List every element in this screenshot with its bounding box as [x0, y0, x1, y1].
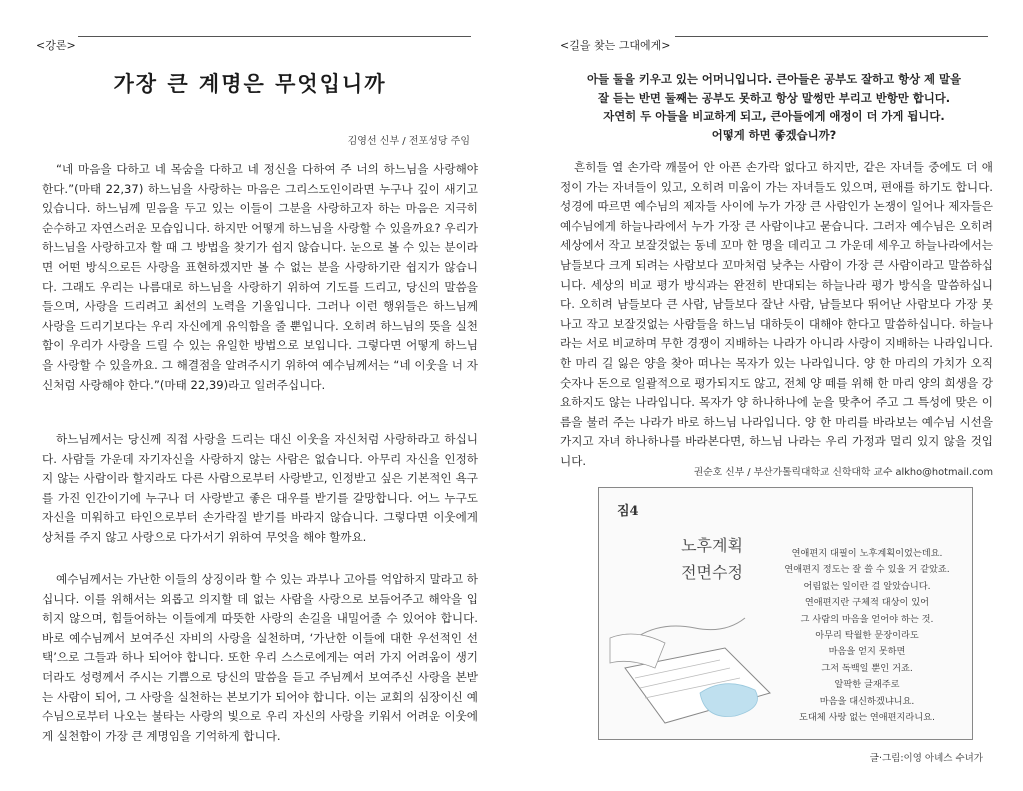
question-line: 잘 듣는 반면 둘째는 공부도 못하고 항상 말썽만 부리고 반항만 합니다. — [597, 90, 951, 105]
left-page — [0, 0, 500, 791]
section-tag: <강론> — [36, 39, 76, 52]
question-box — [540, 70, 1008, 144]
paragraph-3: 예수님께서는 가난한 이들의 상징이라 할 수 있는 과부나 고아를 억압하지 말라고 하십니다. 이를 위해서는 외롭고 의지할 데 없는 사람을 사랑으로 보듬어주고 해악을 입히지 않으며, 힘들어하는 이들에게 따뜻한 사랑의 손길을 내밀어줄 수 있어야 합니다. 바로 예수님께서 보여주신 자비의 사랑을 실천하며, ‘가난한 이들에 대한 우선적인 선택’으로 그들과 하나 되어야 합니다. 또한 우리 스스로에게는 여러 가지 어려움이 생기더라도 성령께서 주시는 기쁨으로 당신의 말씀을 듣고 주님께서 보여주신 사랑을 본받는 사람이 되어, 그 사랑을 실천하는 본보기가 되어야 합니다. 이는 교회의 심장이신 예수님으로부터 나오는 불타는 사랑의 빛으로 우리 자신의 사랑을 키워서 어려운 이웃에게 실천함이 가장 큰 계명임을 기억하게 합니다. — [42, 572, 478, 743]
author-byline: 김영선 신부 / 전포성당 주임 — [347, 136, 470, 147]
paragraph-1: “네 마음을 다하고 네 목숨을 다하고 네 정신을 다하여 주 너의 하느님을 사랑해야 한다.”(마태 22,37) 하느님을 사랑하는 마음은 그리스도인이라면 누구나 깊이 새기고 있습니다. 하느님께 믿음을 두고 있는 이들이 그분을 사랑하고자 하는 마음은 지극히 순수하고 자연스러운 모습입니다. 하지만 어떻게 하느님을 사랑할 수 있을까요? 우리가 하느님을 사랑하고자 할 때 그 방법을 찾기가 쉽지 않습니다. 눈으로 볼 수 있는 분이라면 어떤 방식으로든 사랑을 표현하겠지만 볼 수 없는 분을 사랑하기란 쉽지가 않습니다. 그래도 우리는 나름대로 하느님을 사랑하기 위하여 기도를 드리고, 당신의 말씀을 들으며, 사랑을 드리려고 최선의 노력을 기울입니다. 그러나 이런 행위들은 하느님께 사랑을 드리기보다는 우리 자신에게 유익함을 줄 뿐입니다. 오히려 하느님의 뜻을 실천함이 우리가 사랑을 드릴 수 있는 유일한 방법으로 보입니다. 그렇다면 어떻게 하느님을 사랑할 수 있을까요. 그 해결점을 알려주시기 위하여 예수님께서는 “네 이웃을 너 자신처럼 사랑해야 한다.”(마태 22,39)라고 일러주십니다. — [42, 162, 478, 392]
article-title: 가장 큰 계명은 무엇입니까 — [113, 71, 387, 96]
answer-byline: 권순호 신부 / 부산가톨릭대학교 신학대학 교수 alkho@hotmail.com — [693, 467, 993, 478]
question-line: 자연히 두 아들을 비교하게 되고, 큰아들에게 애정이 더 가게 됩니다. — [603, 109, 945, 123]
paragraph-2: 하느님께서는 당신께 직접 사랑을 드리는 대신 이웃을 자신처럼 사랑하라고 하십니다. 사람들 가운데 자기자신을 사랑하지 않는 사람은 없습니다. 아무리 자신을 인정하지 않는 사람이라 할지라도 다른 사람으로부터 사랑받고, 인정받고 싶은 기본적인 욕구를 가진 인간이기에 누구나 더 사랑받고 좋은 대우를 받기를 갈망합니다. 어느 누구도 자신을 미워하고 타인으로부터 손가락질 받기를 바라지 않습니다. 그렇다면 이웃에게 상처를 주지 않고 사랑으로 다가서기 위하여 무엇을 해야 할까요. — [42, 432, 478, 544]
poem-lines: 연애편지 대필이 노후계획이었는데요. 연애편지 정도는 잘 쓸 수 있을 거 같았죠. 어림없는 일이란 걸 알았습니다. 연애편지란 구체적 대상이 있어 그 사람의 마음을 얻어야 하는 것. 아무리 탁월한 문장이라도 마음을 얻지 못하면 그저 독백일 뿐인 거죠. 알팍한 글재주로 마음을 대신하겠냐니요. 도대체 사랑 없는 연애편지라니요. — [784, 548, 950, 724]
poem-tag: 짐4 — [617, 504, 639, 519]
question-line: 어떻게 하면 좋겠습니까? — [711, 127, 837, 142]
section-tag: <길을 찾는 그대에게> — [560, 39, 671, 52]
answer-paragraph: 흔히들 열 손가락 깨물어 안 아픈 손가락 없다고 하지만, 같은 자녀들 중에도 더 애정이 가는 자녀들이 있고, 오히려 미움이 가는 자녀들도 있으며, 편애를 하기도 합니다. 성경에 따르면 예수님의 제자들 사이에 누가 가장 큰 사람인가 논쟁이 일어나 제자들은 예수님에게 하늘나라에서 누가 가장 큰 사람이냐고 묻습니다. 그러자 예수님은 오히려 세상에서 작고 보잘것없는 동네 꼬마 한 명을 데리고 그 가운데 세우고 하늘나라에서는 남들보다 크게 되려는 사람보다 꼬마처럼 낮추는 사람이 가장 큰 사람이라고 말씀하십니다. 세상의 비교 평가 방식과는 완전히 반대되는 하늘나라 평가 방식을 말씀하십니다. 오히려 남들보다 큰 사람, 남들보다 잘난 사람, 남들보다 뛰어난 사람보다 가장 못나고 작고 보잘것없는 사람들을 하느님 대하듯이 대해야 한다고 말씀하십니다. 하늘나라는 서로 비교하며 무한 경쟁이 지배하는 나라가 아니라 사랑이 지배하는 나라입니다. 한 마리 길 잃은 양을 찾아 떠나는 목자가 있는 나라입니다. 양 한 마리의 가치가 오직 숫자나 돈으로 일괄적으로 평가되지도 않고, 전체 양 떼를 위해 한 마리 양의 희생을 강요하지도 않는 나라입니다. 목자가 양 하나하나에 눈을 맞추어 주고 그 특성에 맞은 이름을 불러 주는 나라가 바로 하느님 나라입니다. 양 한 마리를 바라보는 예수님 시선을 가지고 자녀 하나하나를 바라본다면, 하느님 나라는 우리 가정과 멀리 있지 않을 것입니다. — [560, 160, 993, 468]
poem-title: 노후계획 전면수정 — [681, 536, 743, 582]
header-rule — [675, 36, 988, 37]
right-page — [520, 0, 1023, 791]
header-rule — [78, 36, 471, 37]
letter-illustration-icon — [605, 598, 785, 738]
question-line: 아들 둘을 키우고 있는 어머니입니다. 큰아들은 공부도 잘하고 항상 제 말을 — [586, 72, 962, 86]
poem-box — [598, 487, 973, 740]
poem-credit: 글·그림:이영 아녜스 수녀가 — [869, 753, 983, 764]
